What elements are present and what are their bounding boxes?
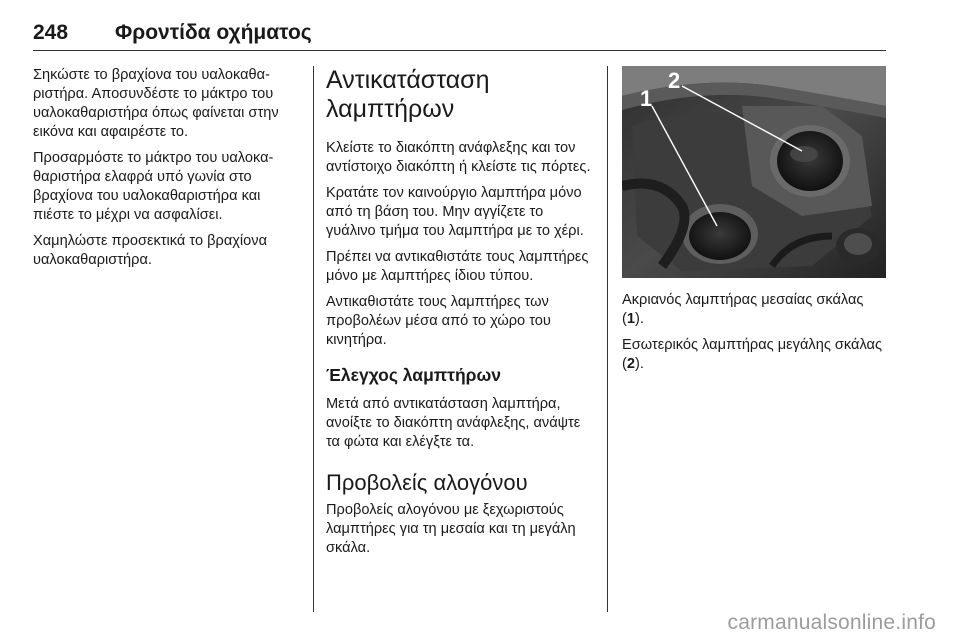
paragraph-wiper-lower: Χαμηλώστε προσεκτικά το βραχίονα υαλοκαθαριστήρα. (33, 233, 268, 268)
paragraph-hold-bulb: Κρατάτε τον καινούργιο λαμπτήρα μόνο από τη βάση του. Μην αγγίζετε το γυάλινο τμήμα του λαμπτήρα με το χέρι. (326, 185, 584, 239)
caption-high-beam-end: ). (635, 356, 644, 372)
caption-low-beam-end: ). (635, 311, 644, 327)
heading-bulb-check: Έλεγχος λαμπτήρων (326, 365, 502, 385)
paragraph-halogen: Προβολείς αλογόνου με ξεχωριστούς λαμπτήρες για τη μεσαία και τη μεγάλη σκάλα. (326, 502, 576, 556)
column-right (622, 66, 887, 381)
caption-high-beam-number: 2 (626, 356, 635, 372)
paragraph-wiper-attach: Προσαρμόστε το μάκτρο του υαλοκαθαριστήρα ελαφρά υπό γωνία στο βραχίονα του υαλοκαθαριστήρα και πιέστε το μέχρι να ασφαλίσει. (33, 150, 274, 223)
caption-low-beam-text: Ακριανός λαμπτήρας μεσαίας σκάλας ( (622, 292, 864, 327)
engine-bay-illustration (622, 66, 886, 278)
paragraph-wiper-remove: Σηκώστε το βραχίονα του υαλοκαθαριστήρα. Αποσυνδέστε το μάκτρο του υαλοκαθαριστήρα όπως φαίνεται στην εικόνα και αφαιρέστε το. (33, 67, 279, 140)
watermark: carmanualsonline.info (727, 611, 936, 634)
page-number: 248 (33, 21, 69, 44)
column-middle (326, 66, 594, 565)
paragraph-ignition-off: Κλείστε το διακόπτη ανάφλεξης και τον αντίστοιχο διακόπτη ή κλείστε τις πόρτες. (326, 140, 591, 175)
paragraph-same-type: Πρέπει να αντικαθιστάτε τους λαμπτήρες μόνο με λαμπτήρες ίδιου τύπου. (326, 249, 589, 284)
caption-low-beam (622, 291, 887, 329)
photo-caption (622, 291, 887, 374)
caption-high-beam-text: Εσωτερικός λαμπτήρας μεγάλης σκάλας ( (622, 337, 883, 372)
column-left (33, 66, 301, 277)
header-rule (33, 50, 886, 51)
page-header (33, 20, 886, 52)
chapter-title: Φροντίδα οχήματος (115, 21, 312, 44)
heading-bulb-replacement: Αντικατάσταση λαμπτήρων (326, 66, 490, 123)
column-divider-2 (607, 66, 608, 612)
paragraph-bulb-check: Μετά από αντικατάσταση λαμπτήρα, ανοίξτε το διακόπτη ανάφλεξης, ανάψτε τα φώτα και ελέγξτε τα. (326, 396, 581, 450)
headlight-photo (622, 66, 886, 278)
paragraph-engine-bay: Αντικαθιστάτε τους λαμπτήρες των προβολέων μέσα από το χώρο του κινητήρα. (326, 294, 551, 348)
column-divider-1 (313, 66, 314, 612)
heading-halogen-headlights: Προβολείς αλογόνου (326, 470, 528, 495)
caption-low-beam-number: 1 (626, 311, 635, 327)
callout-1: 1 (640, 86, 653, 111)
callout-2: 2 (668, 68, 681, 93)
caption-high-beam (622, 336, 887, 374)
